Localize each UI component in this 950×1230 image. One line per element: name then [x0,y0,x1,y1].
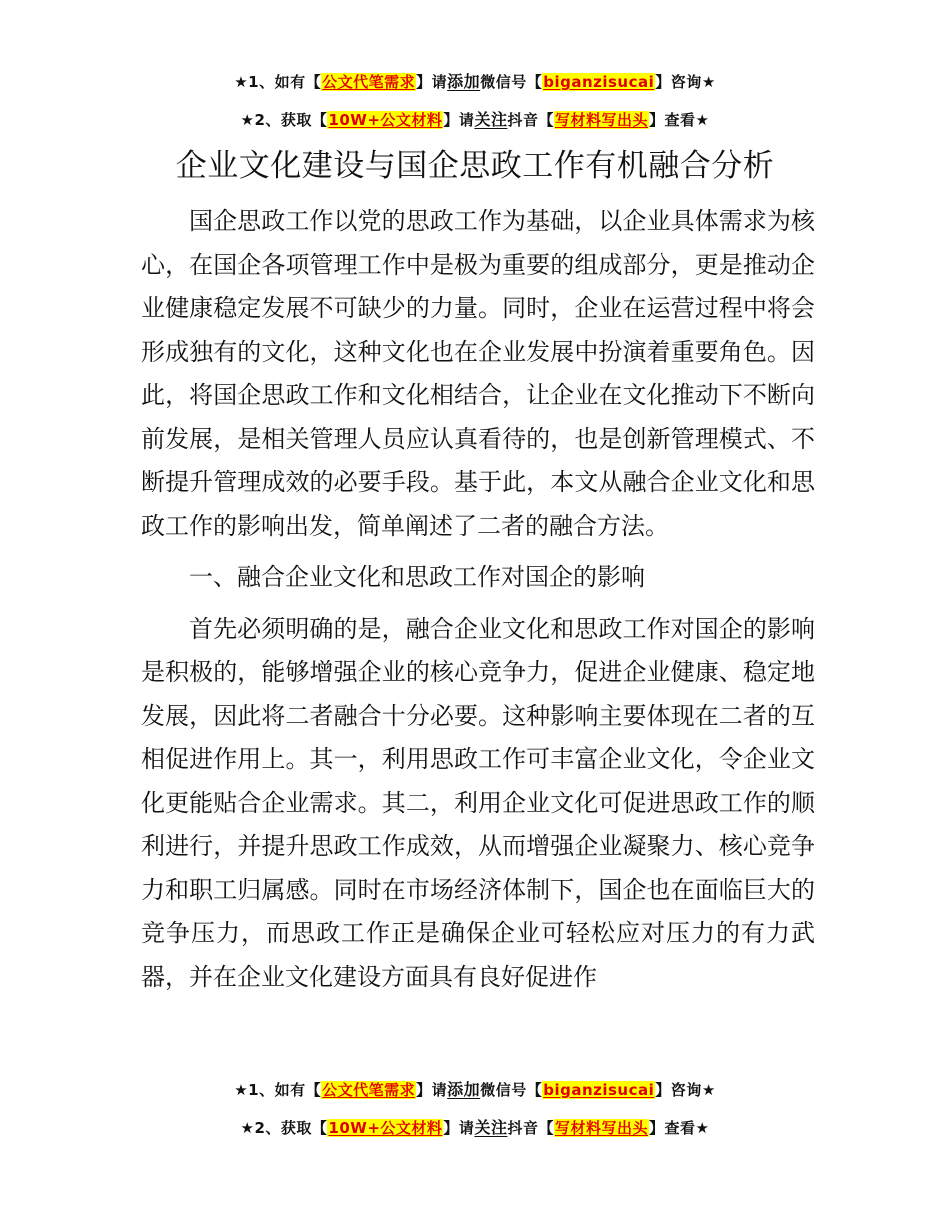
bracket: 【 [311,1119,328,1137]
star-icon: ★ [234,73,249,91]
promo-text: 请 [458,1119,475,1137]
bracket: 【 [526,73,543,91]
bracket: 】 [655,1081,671,1099]
promo-line-2 [0,107,950,130]
promo-text: 请 [431,73,448,91]
promo-text: 抖音 [507,111,539,129]
bracket: 【 [311,111,328,129]
highlight-service: 公文代笔需求 [322,1081,416,1099]
star-icon: ★ [701,1081,716,1099]
paragraph: 国企思政工作以党的思政工作为基础，以企业具体需求为核心，在国企各项管理工作中是极为重要的组成部分，更是推动企业健康稳定发展不可缺少的力量。同时，企业在运营过程中将会形成独有的文化，这种文化也在企业发展中扮演着重要角色。因此，将国企思政工作和文化相结合，让企业在文化推动下不断向前发展，是相关管理人员应认真看待的，也是创新管理模式、不断提升管理成效的必要手段。基于此，本文从融合企业文化和思政工作的影响出发，简单阐述了二者的融合方法。 [141,207,815,540]
highlight-service: 公文代笔需求 [322,73,416,91]
star-icon: ★ [234,1081,249,1099]
promo-text: 请 [458,111,475,129]
star-icon: ★ [240,111,255,129]
promo-text: 查看 [664,111,696,129]
promo-line-1 [0,69,950,92]
bracket: 】 [416,1081,432,1099]
star-icon: ★ [701,73,716,91]
highlight-materials: 10W+公文材料 [328,111,443,129]
bracket: 】 [443,111,459,129]
promo-text: 抖音 [507,1119,539,1137]
promo-text: 2、获取 [254,111,312,129]
highlight-materials: 10W+公文材料 [328,1119,443,1137]
bracket: 】 [649,1119,665,1137]
underlined-word: 关注 [474,110,508,129]
bracket: 【 [526,1081,543,1099]
promo-text: 查看 [664,1119,696,1137]
promo-text: 微信号 [480,1081,527,1099]
bracket: 【 [305,73,322,91]
promo-line-2-bottom [0,1115,950,1138]
star-icon: ★ [240,1119,255,1137]
bracket: 】 [443,1119,459,1137]
document-body [141,200,815,999]
promo-text: 咨询 [670,1081,702,1099]
bracket: 】 [416,73,432,91]
underlined-word: 关注 [474,1118,508,1137]
underlined-word: 添加 [447,1080,481,1099]
promo-text: 1、如有 [248,73,306,91]
promo-line-1-bottom [0,1077,950,1100]
promo-text: 请 [431,1081,448,1099]
bracket: 】 [649,111,665,129]
promo-text: 微信号 [480,73,527,91]
promo-text: 1、如有 [248,1081,306,1099]
highlight-douyin-account: 写材料写出头 [554,111,648,129]
document-title: 企业文化建设与国企思政工作有机融合分析 [175,148,775,184]
bracket: 【 [538,111,554,129]
star-icon: ★ [695,111,710,129]
bracket: 【 [538,1119,554,1137]
paragraph: 首先必须明确的是，融合企业文化和思政工作对国企的影响是积极的，能够增强企业的核心竞争力，促进企业健康、稳定地发展，因此将二者融合十分必要。这种影响主要体现在二者的互相促进作用上。其一，利用思政工作可丰富企业文化，令企业文化更能贴合企业需求。其二，利用企业文化可促进思政工作的顺利进行，并提升思政工作成效，从而增强企业凝聚力、核心竞争力和职工归属感。同时在市场经济体制下，国企也在面临巨大的竞争压力，而思政工作正是确保企业可轻松应对压力的有力武器，并在企业文化建设方面具有良好促进作 [141,614,815,991]
highlight-douyin-account: 写材料写出头 [554,1119,648,1137]
underlined-word: 添加 [447,72,481,91]
promo-text: 2、获取 [254,1119,312,1137]
bracket: 】 [655,73,671,91]
highlight-wechat-id: biganzisucai [543,73,655,91]
star-icon: ★ [695,1119,710,1137]
promo-text: 咨询 [670,73,702,91]
section-heading: 一、融合企业文化和思政工作对国企的影响 [189,563,645,591]
bracket: 【 [305,1081,322,1099]
highlight-wechat-id: biganzisucai [543,1081,655,1099]
